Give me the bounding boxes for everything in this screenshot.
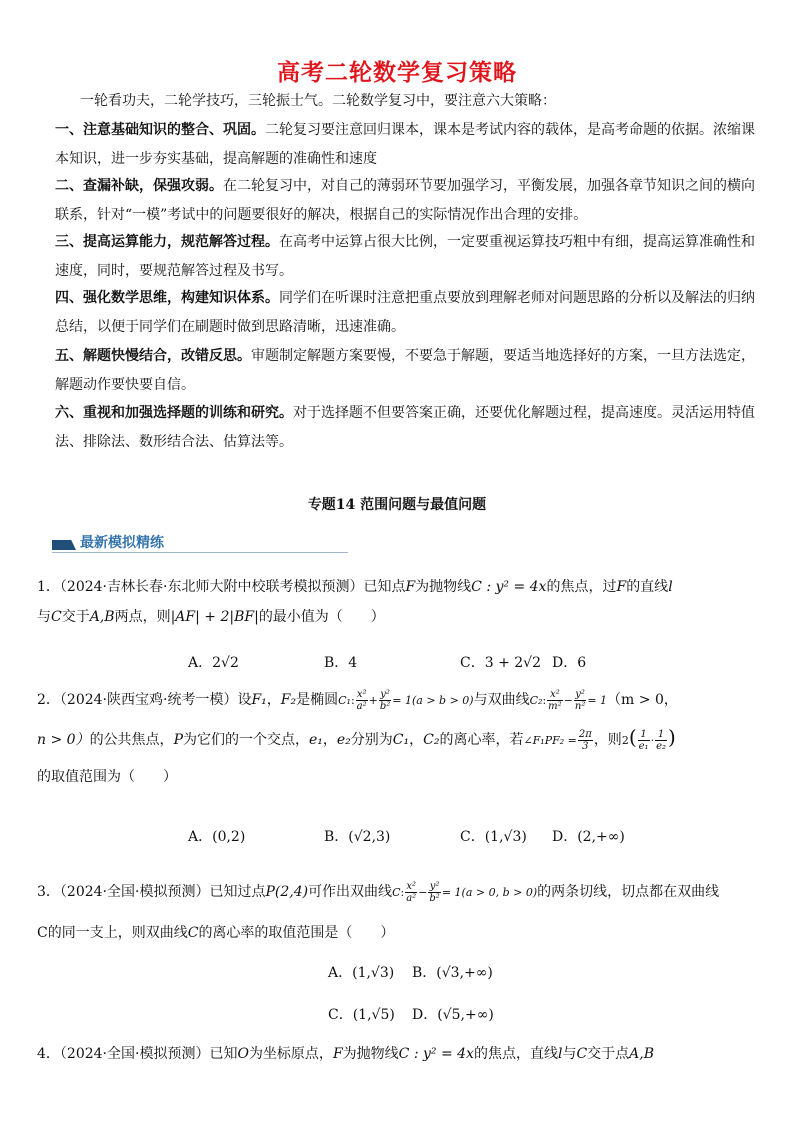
q1-option-d[interactable]: D．6 [552,655,587,671]
q1-option-c[interactable]: C．3 + 2√2 [460,655,541,671]
strategy-3: 三、提高运算能力，规范解答过程。在高考中运算占很大比例，一定要重视运算技巧粗中有细，提高运算准确性和速度，同时，要规范解答过程及书写。 [55,234,755,279]
topic-heading: 专题14 范围问题与最值问题 [307,497,487,513]
strategy-1: 一、注意基础知识的整合、巩固。二轮复习要注意回归课本，课本是考试内容的载体，是高考命题的依据。浓缩课本知识，进一步夯实基础，提高解题的准确性和速度 [55,122,755,167]
q2-option-d[interactable]: D．(2,+∞) [552,829,625,845]
section-banner [52,532,348,552]
question-1: 1．（2024·吉林长春·东北师大附中校联考模拟预测）已知点F为抛物线C : y² = 4x的焦点，过F的直线l 与C交于A,B两点，则|AF| + 2|BF|的最小值为（ ） [37,579,673,625]
question-3-options-row2 [328,1004,494,1024]
strategy-2: 二、查漏补缺，保强攻弱。在二轮复习中，对自己的薄弱环节要加强学习，平衡发展，加强各章节知识之间的横向联系，针对“一模”考试中的问题要很好的解决，根据自己的实际情况作出合理的安排。 [55,178,755,223]
strategy-4: 四、强化数学思维，构建知识体系。同学们在听课时注意把重点要放到理解老师对问题思路的分析以及解法的归纳总结，以便于同学们在刷题时做到思路清晰，迅速准确。 [55,290,755,335]
q3-option-d[interactable]: D．(√5,+∞) [412,1007,494,1023]
q1-option-a[interactable]: A．2√2 [188,655,239,671]
question-2: 2．（2024·陕西宝鸡·统考一模）设F₁，F₂是椭圆C₁: $\frac{\text{x²}}{\text{a²}}$ + $\frac{\text{y²}}{\text{b²}}$ = 1(a > b > 0)与双曲线C₂: $\frac{\text{x²}}{\text{m²}}$ − $\frac{\text{y²}}{\text{n²}}$ = 1（m > 0， n > 0）的公共焦点，P为它们的一个交点，e₁，e₂分别为C₁，C₂的离心率，若∠F₁PF₂ = $\frac{2\pi}{3}$ ，则2( $\frac{1}{\text{e₁}}$ · $\frac{1}{\text{e₂}}$ ) 的取值范围为（ ） [37,688,678,785]
q1-option-b[interactable]: B．4 [324,655,358,671]
q3-option-b[interactable]: B．(√3,+∞) [412,965,493,981]
question-1-options [188,652,586,672]
question-4: 4．（2024·全国·模拟预测）已知O为坐标原点，F为抛物线C : y² = 4x的焦点，直线l与C交于点A,B [37,1046,655,1062]
section-title: 最新模拟精练 [80,535,164,551]
question-3-options-row1 [328,962,493,982]
q2-option-a[interactable]: A．(0,2) [188,829,246,845]
q3-option-c[interactable]: C．(1,√5) [328,1007,395,1023]
strategy-5: 五、解题快慢结合，改错反思。审题制定解题方案要慢，不要急于解题，要适当地选择好的方案，一旦方法选定，解题动作要快要自信。 [55,348,755,393]
question-3: 3．（2024·全国·模拟预测）已知过点P(2,4)可作出双曲线C: $\frac{\text{x²}}{\text{a²}}$ − $\frac{\text{y²}}{\text{b²}}$ = 1(a > 0, b > 0)的两条切线，切点都在双曲线 C的同一支上，则双曲线C的离心率的取值范围是（ ） [37,880,720,941]
banner-bar-icon [52,540,76,550]
q2-option-b[interactable]: B．(√2,3) [324,829,391,845]
q3-option-a[interactable]: A．(1,√3) [328,965,395,981]
banner-underline [52,552,348,553]
strategy-6: 六、重视和加强选择题的训练和研究。对于选择题不但要答案正确，还要优化解题过程，提高速度。灵活运用特值法、排除法、数形结合法、估算法等。 [55,405,755,450]
intro-text: 一轮看功夫，二轮学技巧，三轮振士气。二轮数学复习中，要注意六大策略： [80,93,556,109]
page-title: 高考二轮数学复习策略 [277,60,517,86]
q2-option-c[interactable]: C．(1,√3) [460,829,527,845]
question-2-options [188,826,625,846]
